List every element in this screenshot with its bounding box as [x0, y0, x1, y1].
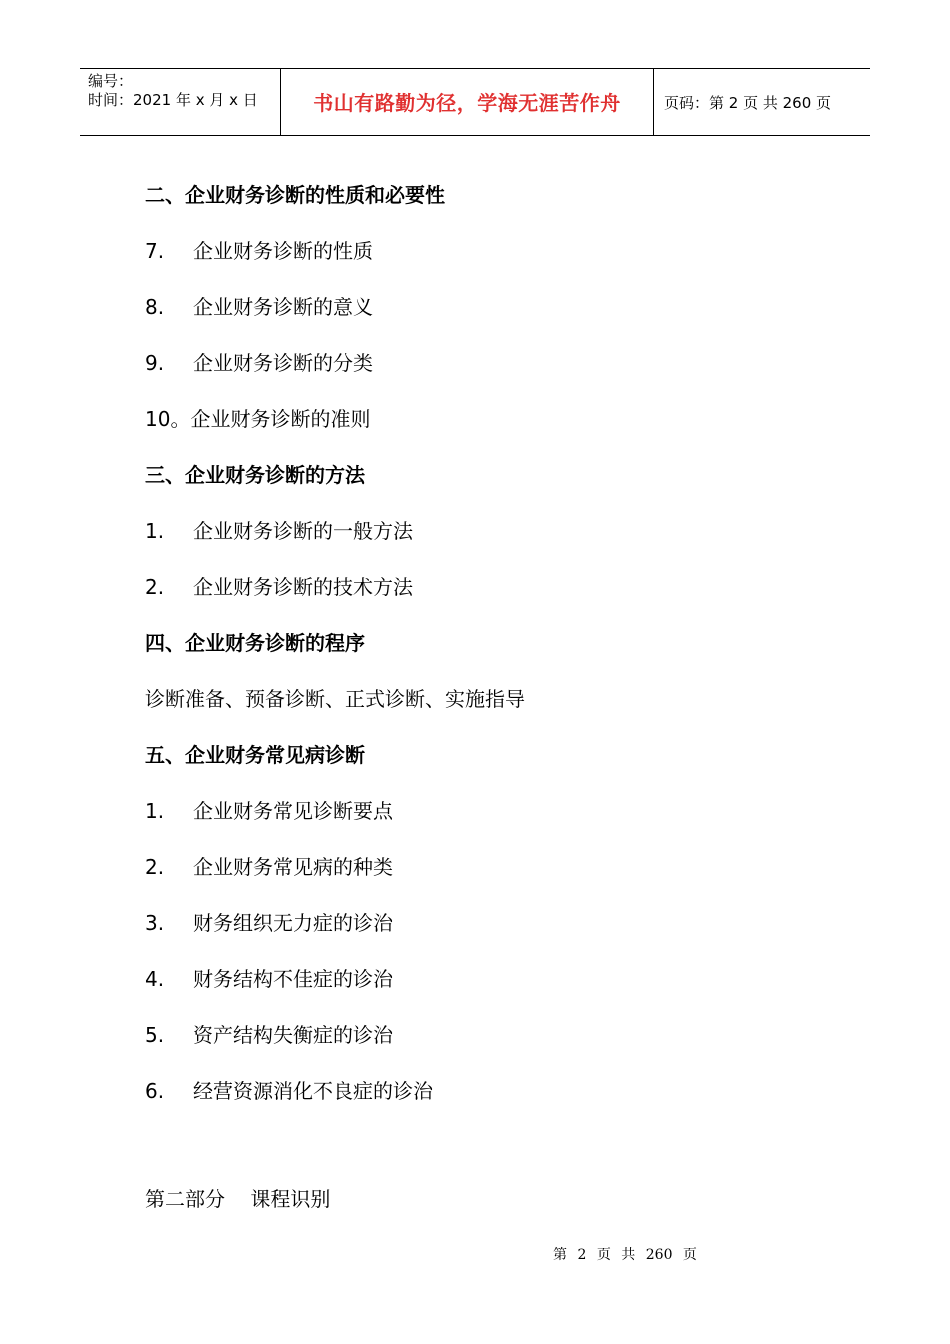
list-item	[145, 404, 370, 434]
list-item-text: 企业财务诊断的一般方法	[193, 519, 413, 543]
list-item-number: 2.	[145, 855, 165, 879]
list-item-text: 企业财务诊断的分类	[193, 351, 373, 375]
document-date-label: 时间：2021 年 x 月 x 日	[88, 91, 258, 109]
list-item-number: 6.	[145, 1079, 165, 1103]
list-item-text: 企业财务常见病的种类	[193, 855, 393, 879]
list-item-number: 4.	[145, 967, 165, 991]
list-item	[145, 908, 393, 938]
list-item-text: 企业财务诊断的技术方法	[193, 575, 413, 599]
list-item-text: 企业财务诊断的意义	[193, 295, 373, 319]
list-item-number: 5.	[145, 1023, 165, 1047]
list-item-text: 企业财务诊断的准则	[190, 407, 371, 431]
section-heading: 二、企业财务诊断的性质和必要性	[145, 183, 445, 207]
header-motto: 书山有路勤为径，学海无涯苦作舟	[281, 69, 654, 135]
list-item-text: 财务结构不佳症的诊治	[193, 967, 393, 991]
list-item-number: 8.	[145, 295, 165, 319]
section-heading: 五、企业财务常见病诊断	[145, 743, 365, 767]
list-item-number: 2.	[145, 575, 165, 599]
page-header	[80, 68, 870, 136]
paragraph: 诊断准备、预备诊断、正式诊断、实施指导	[145, 687, 525, 711]
list-item-number: 1.	[145, 799, 165, 823]
list-item-text: 企业财务常见诊断要点	[193, 799, 393, 823]
list-item	[145, 852, 393, 882]
header-page-number: 页码：第 2 页 共 260 页	[664, 94, 832, 112]
list-item	[145, 348, 373, 378]
section-heading: 四、企业财务诊断的程序	[145, 631, 365, 655]
list-item	[145, 796, 393, 826]
list-item-text: 财务组织无力症的诊治	[193, 911, 393, 935]
list-item	[145, 572, 413, 602]
list-item-number: 3.	[145, 911, 165, 935]
section-heading: 三、企业财务诊断的方法	[145, 463, 365, 487]
header-meta-cell	[80, 69, 281, 135]
list-item	[145, 292, 373, 322]
list-item-number: 9.	[145, 351, 165, 375]
list-item-number: 7.	[145, 239, 165, 263]
list-item	[145, 516, 413, 546]
list-item-text: 资产结构失衡症的诊治	[193, 1023, 393, 1047]
list-item	[145, 964, 393, 994]
list-item	[145, 236, 373, 266]
list-item	[145, 1020, 393, 1050]
list-item-text: 企业财务诊断的性质	[193, 239, 373, 263]
document-number-label: 编号：	[88, 72, 134, 90]
part-heading: 第二部分 课程识别	[145, 1187, 331, 1211]
list-item-text: 经营资源消化不良症的诊治	[193, 1079, 433, 1103]
list-item	[145, 1076, 433, 1106]
page-footer: 第 2 页 共 260 页	[553, 1247, 697, 1263]
list-item-number: 1.	[145, 519, 165, 543]
list-item-number: 10。	[145, 407, 191, 431]
